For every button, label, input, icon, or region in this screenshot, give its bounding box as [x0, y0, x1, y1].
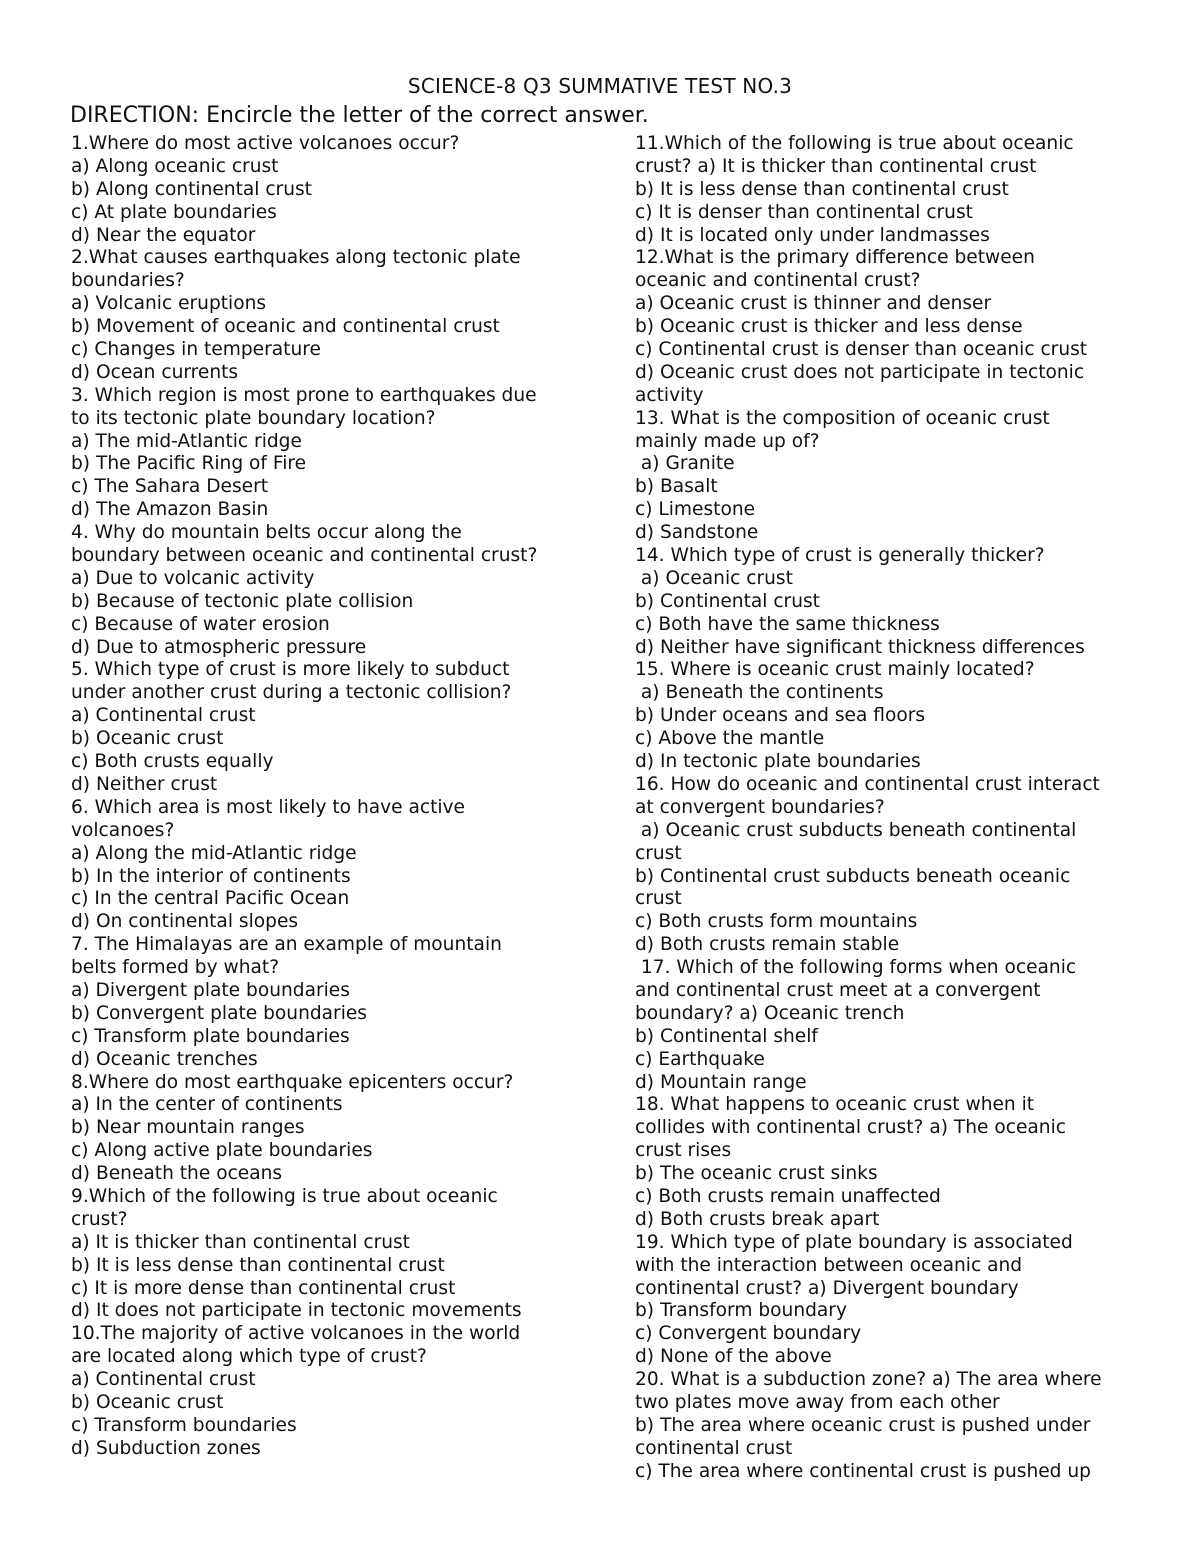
- question-line: c) Above the mantle: [635, 728, 825, 750]
- question-line: c) Both crusts remain unaffected: [635, 1185, 941, 1207]
- question-line: a) Continental crust: [71, 1369, 256, 1391]
- question-line: boundaries?: [71, 270, 185, 292]
- question-line: a) In the center of continents: [71, 1094, 343, 1116]
- question-line: a) Due to volcanic activity: [71, 567, 315, 589]
- question-line: c) Transform boundaries: [71, 1414, 297, 1436]
- question-line: collides with continental crust? a) The oceanic: [635, 1117, 1066, 1139]
- question-line: belts formed by what?: [71, 957, 280, 979]
- question-line: to its tectonic plate boundary location?: [71, 407, 436, 429]
- question-line: d) Sandstone: [635, 522, 759, 544]
- question-line: c) Continental crust is denser than oceanic crust: [635, 339, 1088, 361]
- question-line: d) Near the equator: [71, 224, 256, 246]
- left-column: [71, 133, 591, 1461]
- question-line: b) Along continental crust: [71, 178, 312, 200]
- question-line: b) Oceanic crust is thicker and less dense: [635, 316, 1023, 338]
- question-line: crust: [635, 842, 682, 864]
- question-line: 2.What causes earthquakes along tectonic plate: [71, 247, 521, 269]
- question-line: 7. The Himalayas are an example of mountain: [71, 934, 502, 956]
- question-line: b) Convergent plate boundaries: [71, 1002, 367, 1024]
- question-line: a) The mid-Atlantic ridge: [71, 430, 302, 452]
- question-line: c) It is more dense than continental crust: [71, 1277, 456, 1299]
- question-line: boundary between oceanic and continental crust?: [71, 545, 538, 567]
- question-line: d) Oceanic trenches: [71, 1048, 258, 1070]
- question-line: b) Basalt: [635, 476, 718, 498]
- question-line: activity: [635, 384, 704, 406]
- question-line: 1.Where do most active volcanoes occur?: [71, 133, 460, 154]
- question-line: c) Both crusts form mountains: [635, 911, 918, 933]
- question-line: d) It does not participate in tectonic movements: [71, 1300, 522, 1322]
- question-line: d) Both crusts break apart: [635, 1208, 880, 1230]
- question-line: 8.Where do most earthquake epicenters occur?: [71, 1071, 514, 1093]
- question-line: c) Limestone: [635, 499, 756, 521]
- question-line: d) The Amazon Basin: [71, 499, 269, 521]
- question-line: d) Neither have significant thickness differences: [635, 636, 1085, 658]
- right-column: [635, 133, 1165, 1484]
- question-line: b) Under oceans and sea floors: [635, 705, 926, 727]
- question-line: b) Oceanic crust: [71, 728, 224, 750]
- question-line: crust?: [71, 1208, 128, 1230]
- question-line: d) Beneath the oceans: [71, 1163, 283, 1185]
- question-line: two plates move away from each other: [635, 1391, 1000, 1413]
- question-line: a) Beneath the continents: [635, 682, 884, 704]
- question-line: a) Oceanic crust subducts beneath continental: [635, 819, 1077, 841]
- question-line: and continental crust meet at a convergent: [635, 979, 1041, 1001]
- question-line: 12.What is the primary difference between: [635, 247, 1035, 269]
- question-line: boundary? a) Oceanic trench: [635, 1002, 905, 1024]
- question-line: crust? a) It is thicker than continental crust: [635, 155, 1037, 177]
- question-line: 19. Which type of plate boundary is associated: [635, 1231, 1073, 1253]
- question-line: b) Because of tectonic plate collision: [71, 590, 414, 612]
- question-line: continental crust: [635, 1437, 793, 1459]
- question-line: b) Movement of oceanic and continental crust: [71, 316, 500, 338]
- question-line: b) Oceanic crust: [71, 1391, 224, 1413]
- question-line: d) Ocean currents: [71, 361, 239, 383]
- question-line: b) The Pacific Ring of Fire: [71, 453, 307, 475]
- question-line: c) Changes in temperature: [71, 339, 321, 361]
- question-line: d) Subduction zones: [71, 1437, 261, 1459]
- question-line: b) Transform boundary: [635, 1300, 847, 1322]
- question-line: 16. How do oceanic and continental crust interact: [635, 773, 1100, 795]
- question-line: b) Continental crust subducts beneath oceanic: [635, 865, 1071, 887]
- question-line: c) It is denser than continental crust: [635, 201, 973, 223]
- question-line: d) Due to atmospheric pressure: [71, 636, 367, 658]
- question-line: with the interaction between oceanic and: [635, 1254, 1023, 1276]
- question-line: 20. What is a subduction zone? a) The area where: [635, 1369, 1102, 1391]
- question-line: at convergent boundaries?: [635, 796, 885, 818]
- question-line: continental crust? a) Divergent boundary: [635, 1277, 1019, 1299]
- question-line: a) Volcanic eruptions: [71, 293, 267, 315]
- question-line: a) Oceanic crust: [635, 567, 793, 589]
- page-title: SCIENCE-8 Q3 SUMMATIVE TEST NO.3: [407, 74, 793, 98]
- question-line: a) Along the mid-Atlantic ridge: [71, 842, 357, 864]
- question-line: c) At plate boundaries: [71, 201, 277, 223]
- question-line: b) It is less dense than continental crust: [71, 1254, 445, 1276]
- question-line: 6. Which area is most likely to have active: [71, 796, 466, 818]
- direction-text: DIRECTION: Encircle the letter of the correct answer.: [70, 103, 649, 128]
- question-line: mainly made up of?: [635, 430, 820, 452]
- question-line: b) Continental crust: [635, 590, 820, 612]
- question-line: 14. Which type of crust is generally thicker?: [635, 545, 1045, 567]
- question-line: c) Because of water erosion: [71, 613, 330, 635]
- question-line: a) Continental crust: [71, 705, 256, 727]
- question-line: a) Along oceanic crust: [71, 155, 279, 177]
- question-line: 10.The majority of active volcanoes in the world: [71, 1323, 521, 1345]
- question-line: c) The area where continental crust is pushed up: [635, 1460, 1091, 1482]
- question-line: 17. Which of the following forms when oceanic: [635, 957, 1077, 979]
- question-line: 13. What is the composition of oceanic crust: [635, 407, 1050, 429]
- question-line: volcanoes?: [71, 819, 175, 841]
- question-line: a) Oceanic crust is thinner and denser: [635, 293, 992, 315]
- question-line: c) Along active plate boundaries: [71, 1140, 373, 1162]
- question-line: crust rises: [635, 1140, 732, 1162]
- question-line: d) In tectonic plate boundaries: [635, 751, 921, 773]
- question-line: a) It is thicker than continental crust: [71, 1231, 410, 1253]
- question-line: b) It is less dense than continental crust: [635, 178, 1009, 200]
- question-line: 18. What happens to oceanic crust when it: [635, 1094, 1035, 1116]
- question-line: b) Near mountain ranges: [71, 1117, 305, 1139]
- question-line: a) Divergent plate boundaries: [71, 979, 350, 1001]
- question-line: 5. Which type of crust is more likely to subduct: [71, 659, 510, 681]
- question-line: 15. Where is oceanic crust mainly located?: [635, 659, 1035, 681]
- question-line: a) Granite: [635, 453, 735, 475]
- question-line: c) Convergent boundary: [635, 1323, 862, 1345]
- question-line: crust: [635, 888, 682, 910]
- question-line: 9.Which of the following is true about oceanic: [71, 1185, 498, 1207]
- question-line: 3. Which region is most prone to earthquakes due: [71, 384, 537, 406]
- question-line: are located along which type of crust?: [71, 1346, 427, 1368]
- question-line: d) None of the above: [635, 1346, 832, 1368]
- question-line: b) The oceanic crust sinks: [635, 1163, 878, 1185]
- question-line: c) In the central Pacific Ocean: [71, 888, 350, 910]
- question-line: c) Both have the same thickness: [635, 613, 940, 635]
- question-line: d) Neither crust: [71, 773, 218, 795]
- question-line: b) In the interior of continents: [71, 865, 351, 887]
- question-line: b) Continental shelf: [635, 1025, 818, 1047]
- question-line: d) On continental slopes: [71, 911, 299, 933]
- question-line: c) The Sahara Desert: [71, 476, 269, 498]
- question-line: d) Mountain range: [635, 1071, 807, 1093]
- question-line: c) Both crusts equally: [71, 751, 274, 773]
- question-line: oceanic and continental crust?: [635, 270, 921, 292]
- question-line: c) Transform plate boundaries: [71, 1025, 350, 1047]
- question-line: d) Both crusts remain stable: [635, 934, 900, 956]
- question-line: d) It is located only under landmasses: [635, 224, 990, 246]
- question-line: c) Earthquake: [635, 1048, 765, 1070]
- question-line: d) Oceanic crust does not participate in tectonic: [635, 361, 1085, 383]
- question-line: 4. Why do mountain belts occur along the: [71, 522, 462, 544]
- question-line: b) The area where oceanic crust is pushed under: [635, 1414, 1091, 1436]
- question-line: 11.Which of the following is true about oceanic: [635, 133, 1074, 154]
- question-line: under another crust during a tectonic collision?: [71, 682, 512, 704]
